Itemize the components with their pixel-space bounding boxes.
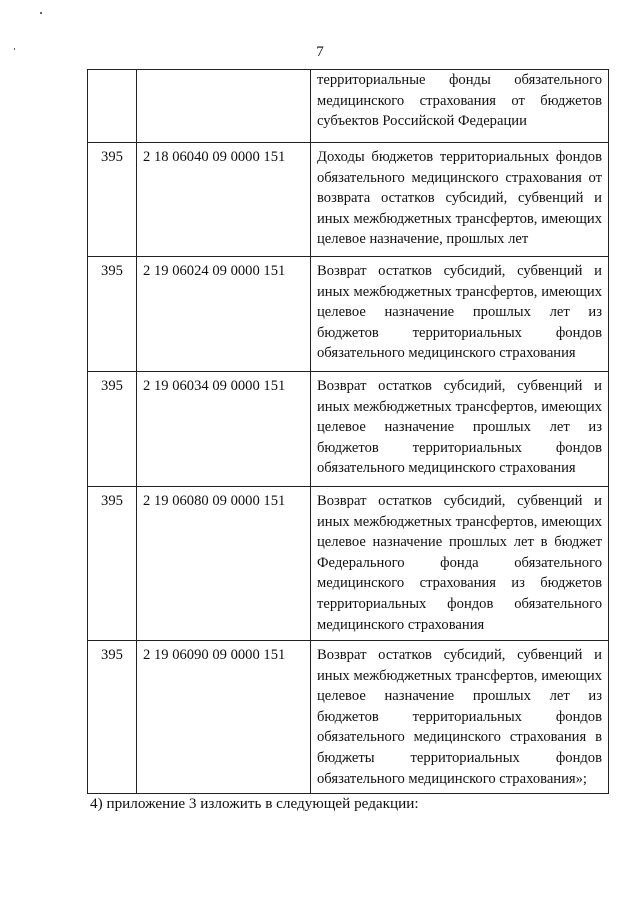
table-row [88, 641, 609, 794]
table-row [88, 70, 609, 143]
admin-code-cell [88, 70, 137, 143]
table-row [88, 257, 609, 372]
budget-code-table [87, 69, 609, 794]
amendment-instruction: 4) приложение 3 изложить в следующей редакции: [90, 795, 419, 812]
budget-code-cell: 2 18 06040 09 0000 151 [137, 143, 311, 257]
description-cell: территориальные фонды обязательного медицинского страхования от бюджетов субъектов Российской Федерации [311, 70, 609, 143]
budget-code-cell: 2 19 06080 09 0000 151 [137, 487, 311, 641]
budget-code-cell: 2 19 06090 09 0000 151 [137, 641, 311, 794]
admin-code-cell: 395 [88, 257, 137, 372]
scan-speck [40, 12, 42, 14]
admin-code-cell: 395 [88, 641, 137, 794]
budget-code-cell: 2 19 06034 09 0000 151 [137, 372, 311, 487]
description-cell: Доходы бюджетов территориальных фондов обязательного медицинского страхования от возврата остатков субсидий, субвенций и иных межбюджетных трансфертов, имеющих целевое назначение, прошлых лет [311, 143, 609, 257]
description-cell: Возврат остатков субсидий, субвенций и иных межбюджетных трансфертов, имеющих целевое назначение прошлых лет из бюджетов территориальных фондов обязательного медицинского страхования в бюджеты территориальных фондов обязательного медицинского страхования»; [311, 641, 609, 794]
description-cell: Возврат остатков субсидий, субвенций и иных межбюджетных трансфертов, имеющих целевое назначение прошлых лет в бюджет Федерального фонда обязательного медицинского страхования из бюджетов территориальных фондов обязательного медицинского страхования [311, 487, 609, 641]
table-row [88, 487, 609, 641]
admin-code-cell: 395 [88, 143, 137, 257]
admin-code-cell: 395 [88, 372, 137, 487]
table-row [88, 143, 609, 257]
page-number: 7 [316, 44, 324, 60]
description-cell: Возврат остатков субсидий, субвенций и иных межбюджетных трансфертов, имеющих целевое назначение прошлых лет из бюджетов территориальных фондов обязательного медицинского страхования [311, 257, 609, 372]
table-row [88, 372, 609, 487]
budget-code-cell [137, 70, 311, 143]
description-cell: Возврат остатков субсидий, субвенций и иных межбюджетных трансфертов, имеющих целевое назначение прошлых лет из бюджетов территориальных фондов обязательного медицинского страхования [311, 372, 609, 487]
admin-code-cell: 395 [88, 487, 137, 641]
budget-code-cell: 2 19 06024 09 0000 151 [137, 257, 311, 372]
